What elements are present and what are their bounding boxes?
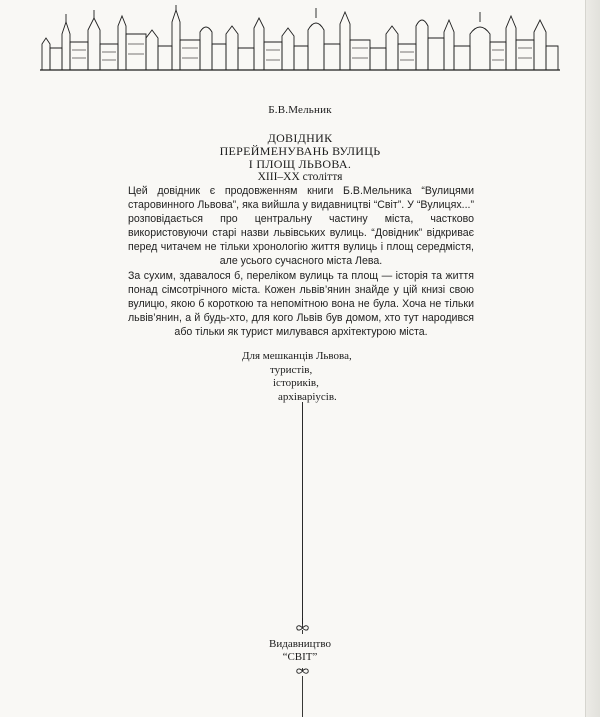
title-line-3: І ПЛОЩ ЛЬВОВА. bbox=[248, 157, 352, 171]
dedication-line-3: істориків, bbox=[273, 377, 319, 389]
dedication-line-2: туристів, bbox=[270, 363, 313, 376]
ornament-bottom-icon bbox=[295, 668, 310, 717]
title-line-2: ПЕРЕЙМЕНУВАНЬ ВУЛИЦЬ bbox=[219, 144, 381, 158]
city-skyline-illustration bbox=[40, 4, 560, 78]
ornament-top-icon bbox=[295, 618, 310, 634]
paragraph-2: За сухим, здавалося б, переліком вулиць та площ — історія та життя понад сімсотрічного міста. Кожен львів’янин знайде у цій книзі свою вулицю, якою б короткою та непомітною вона не була. Хоча не тільки львів’янин, а й будь-хто, для кого Львів був домом, хто тут народився або тільки як турист милувався архітектурою міста. bbox=[128, 270, 474, 338]
author-name: Б.В.Мельник bbox=[268, 104, 332, 116]
title-subtitle: XIII–XX століття bbox=[257, 171, 343, 183]
annotation-text bbox=[128, 184, 474, 339]
vertical-rule bbox=[302, 402, 303, 624]
dedication-line-4: архіваріусів. bbox=[278, 390, 337, 403]
book-title bbox=[0, 132, 600, 184]
publisher-line-2: “СВІТ” bbox=[282, 651, 318, 663]
title-line-1: ДОВІДНИК bbox=[267, 131, 333, 145]
dedication bbox=[0, 350, 600, 404]
dedication-line-1: Для мешканців Львова, bbox=[242, 350, 352, 362]
publisher bbox=[0, 638, 600, 664]
publisher-line-1: Видавництво bbox=[269, 638, 331, 650]
paragraph-1: Цей довідник є продовженням книги Б.В.Мельника “Вулицями старовинного Львова”, яка вийшла у видавництві “Світ”. У “Вулицях...” розповідається про центральну частину міста, частково використовуючи старі назви львівських вулиць. “Довідник” відкриває перед читачем не тільки хронологію життя вулиць і площ середмістя, але усього сучасного міста Лева. bbox=[128, 185, 474, 267]
page-edge bbox=[585, 0, 600, 717]
